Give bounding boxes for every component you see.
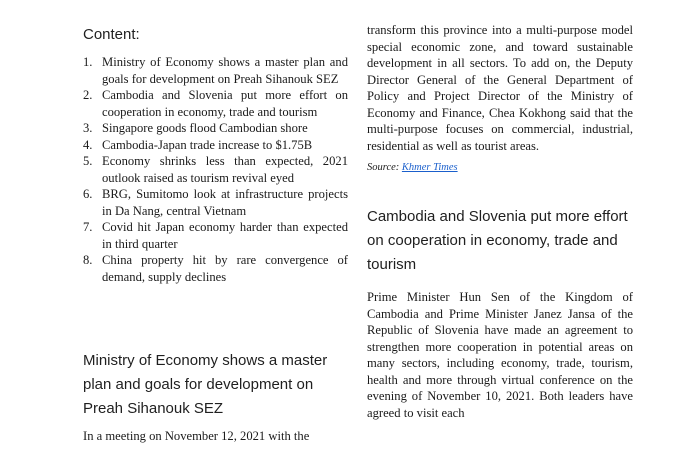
toc-item <box>83 54 348 87</box>
article2-heading: Cambodia and Slovenia put more effort on cooperation in economy, trade and tourism <box>367 208 628 273</box>
toc-number: 8. <box>83 253 93 267</box>
toc-number: 4. <box>83 137 93 152</box>
toc-number: 1. <box>83 55 93 69</box>
source-link[interactable]: Khmer Times <box>401 162 458 173</box>
article2-body: Prime Minister Hun Sen of the Kingdom of Cambodia and Prime Minister Janez Jansa of the Republic of Slovenia have made an agreement to strengthen more cooperation in potential areas on many sectors, including economy, trade, tourism, health and more through virtual conference on the evening of November 10, 2021. Both leaders have agreed to visit each <box>367 290 633 420</box>
article1-body-continued: transform this province into a multi-purpose model special economic zone, and toward sustainable development in all sectors. To add on, the Deputy Director General of the General Department of Policy and Project Director of the Ministry of Economy and Finance, Chea Kokhong said that the multi-purpose focuses on commercial, industrial, residential as well as tourist areas. <box>367 23 633 153</box>
toc-text: Singapore goods flood Cambodian shore <box>102 121 308 135</box>
table-of-contents <box>83 54 348 285</box>
toc-text: Covid hit Japan economy harder than expected in third quarter <box>102 220 348 251</box>
toc-item <box>83 137 348 154</box>
toc-item <box>83 120 348 137</box>
toc-text: Economy shrinks less than expected, 2021 outlook raised as tourism revival eyed <box>102 154 348 185</box>
toc-item <box>83 87 348 120</box>
toc-item <box>83 186 348 219</box>
toc-item <box>83 153 348 186</box>
article1-heading: Ministry of Economy shows a master plan and goals for development on Preah Sihanouk SEZ <box>83 352 328 417</box>
toc-item <box>83 252 348 285</box>
toc-item <box>83 219 348 252</box>
toc-text: BRG, Sumitomo look at infrastructure projects in Da Nang, central Vietnam <box>102 187 348 218</box>
toc-number: 3. <box>83 121 93 135</box>
toc-text: Ministry of Economy shows a master plan and goals for development on Preah Sihanouk SEZ <box>102 55 348 86</box>
toc-text: Cambodia and Slovenia put more effort on cooperation in economy, trade and tourism <box>102 88 348 119</box>
article1-source <box>367 162 633 173</box>
right-column <box>367 22 633 421</box>
toc-number: 7. <box>83 220 93 234</box>
toc-number: 5. <box>83 154 93 168</box>
contents-heading: Content: <box>83 26 140 43</box>
source-label: Source: <box>367 162 402 173</box>
toc-number: 6. <box>83 187 93 201</box>
contents-column <box>83 26 348 285</box>
article1-body-start: In a meeting on November 12, 2021 with the <box>83 429 310 443</box>
toc-text: Cambodia-Japan trade increase to $1.75B <box>102 137 313 152</box>
toc-text: China property hit by rare convergence of demand, supply declines <box>102 253 348 284</box>
toc-number: 2. <box>83 88 93 102</box>
